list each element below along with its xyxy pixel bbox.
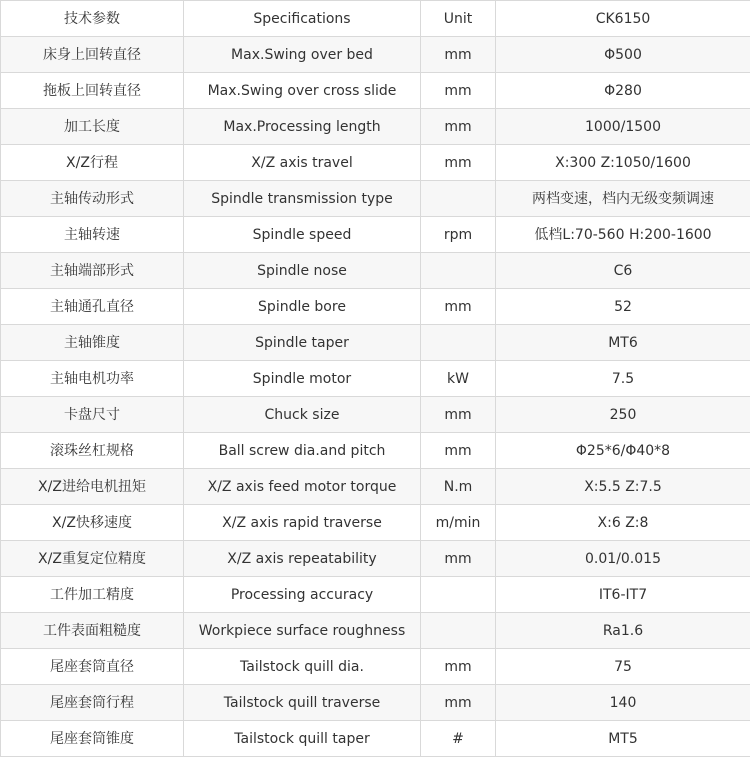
table-row xyxy=(1,613,750,649)
row-cn-cell: 主轴通孔直径 xyxy=(1,289,184,325)
table-row xyxy=(1,73,750,109)
row-unit-cell: mm xyxy=(421,685,496,721)
row-en-cell: Processing accuracy xyxy=(184,577,421,613)
row-value-cell: X:6 Z:8 xyxy=(496,505,750,541)
table-row xyxy=(1,253,750,289)
row-en-cell: Spindle speed xyxy=(184,217,421,253)
row-en-cell: X/Z axis rapid traverse xyxy=(184,505,421,541)
row-value-cell: 75 xyxy=(496,649,750,685)
header-unit-cell: Unit xyxy=(421,1,496,37)
row-value-cell: 250 xyxy=(496,397,750,433)
table-row xyxy=(1,469,750,505)
row-en-cell: Spindle transmission type xyxy=(184,181,421,217)
table-row xyxy=(1,145,750,181)
row-value-cell: 低档L:70-560 H:200-1600 xyxy=(496,217,750,253)
row-cn-cell: 主轴锥度 xyxy=(1,325,184,361)
row-cn-cell: X/Z行程 xyxy=(1,145,184,181)
row-en-cell: Spindle motor xyxy=(184,361,421,397)
row-value-cell: 1000/1500 xyxy=(496,109,750,145)
row-cn-cell: X/Z快移速度 xyxy=(1,505,184,541)
table-row xyxy=(1,37,750,73)
row-value-cell: IT6-IT7 xyxy=(496,577,750,613)
row-unit-cell: N.m xyxy=(421,469,496,505)
row-value-cell: MT5 xyxy=(496,721,750,757)
row-cn-cell: 滚珠丝杠规格 xyxy=(1,433,184,469)
row-value-cell: Φ280 xyxy=(496,73,750,109)
row-cn-cell: 主轴端部形式 xyxy=(1,253,184,289)
row-en-cell: Tailstock quill traverse xyxy=(184,685,421,721)
table-row xyxy=(1,685,750,721)
row-cn-cell: 尾座套筒行程 xyxy=(1,685,184,721)
row-unit-cell: m/min xyxy=(421,505,496,541)
row-en-cell: Spindle nose xyxy=(184,253,421,289)
table-row xyxy=(1,433,750,469)
row-unit-cell xyxy=(421,181,496,217)
row-value-cell: 7.5 xyxy=(496,361,750,397)
row-en-cell: X/Z axis feed motor torque xyxy=(184,469,421,505)
header-en-cell: Specifications xyxy=(184,1,421,37)
row-en-cell: Max.Swing over bed xyxy=(184,37,421,73)
row-value-cell: X:300 Z:1050/1600 xyxy=(496,145,750,181)
table-row xyxy=(1,325,750,361)
row-value-cell: 140 xyxy=(496,685,750,721)
row-unit-cell xyxy=(421,613,496,649)
row-cn-cell: 加工长度 xyxy=(1,109,184,145)
table-row xyxy=(1,289,750,325)
table-row xyxy=(1,541,750,577)
specifications-table-body xyxy=(1,1,750,757)
row-unit-cell: mm xyxy=(421,433,496,469)
row-unit-cell: # xyxy=(421,721,496,757)
row-cn-cell: 主轴转速 xyxy=(1,217,184,253)
row-en-cell: Chuck size xyxy=(184,397,421,433)
row-en-cell: Max.Swing over cross slide xyxy=(184,73,421,109)
row-unit-cell: mm xyxy=(421,73,496,109)
row-value-cell: Φ500 xyxy=(496,37,750,73)
row-cn-cell: 尾座套筒锥度 xyxy=(1,721,184,757)
row-unit-cell xyxy=(421,577,496,613)
table-row xyxy=(1,397,750,433)
row-en-cell: Tailstock quill taper xyxy=(184,721,421,757)
row-value-cell: C6 xyxy=(496,253,750,289)
row-unit-cell xyxy=(421,325,496,361)
row-value-cell: X:5.5 Z:7.5 xyxy=(496,469,750,505)
table-row xyxy=(1,181,750,217)
row-unit-cell: mm xyxy=(421,37,496,73)
row-value-cell: 52 xyxy=(496,289,750,325)
row-cn-cell: 卡盘尺寸 xyxy=(1,397,184,433)
row-unit-cell: mm xyxy=(421,649,496,685)
row-en-cell: X/Z axis repeatability xyxy=(184,541,421,577)
table-row xyxy=(1,649,750,685)
row-en-cell: Ball screw dia.and pitch xyxy=(184,433,421,469)
row-en-cell: Workpiece surface roughness xyxy=(184,613,421,649)
table-row xyxy=(1,577,750,613)
row-unit-cell: kW xyxy=(421,361,496,397)
header-value-cell: CK6150 xyxy=(496,1,750,37)
row-en-cell: Tailstock quill dia. xyxy=(184,649,421,685)
row-en-cell: X/Z axis travel xyxy=(184,145,421,181)
row-cn-cell: X/Z进给电机扭矩 xyxy=(1,469,184,505)
row-unit-cell xyxy=(421,253,496,289)
row-unit-cell: rpm xyxy=(421,217,496,253)
table-row xyxy=(1,109,750,145)
table-row xyxy=(1,721,750,757)
row-value-cell: Ra1.6 xyxy=(496,613,750,649)
row-unit-cell: mm xyxy=(421,289,496,325)
row-cn-cell: 尾座套筒直径 xyxy=(1,649,184,685)
row-cn-cell: X/Z重复定位精度 xyxy=(1,541,184,577)
row-unit-cell: mm xyxy=(421,109,496,145)
table-row xyxy=(1,361,750,397)
row-cn-cell: 主轴传动形式 xyxy=(1,181,184,217)
table-header-row xyxy=(1,1,750,37)
row-unit-cell: mm xyxy=(421,541,496,577)
row-cn-cell: 工件加工精度 xyxy=(1,577,184,613)
row-value-cell: 两档变速，档内无级变频调速 xyxy=(496,181,750,217)
row-cn-cell: 拖板上回转直径 xyxy=(1,73,184,109)
table-row xyxy=(1,217,750,253)
row-value-cell: 0.01/0.015 xyxy=(496,541,750,577)
row-cn-cell: 工件表面粗糙度 xyxy=(1,613,184,649)
row-value-cell: MT6 xyxy=(496,325,750,361)
row-en-cell: Max.Processing length xyxy=(184,109,421,145)
row-unit-cell: mm xyxy=(421,145,496,181)
row-cn-cell: 床身上回转直径 xyxy=(1,37,184,73)
row-value-cell: Φ25*6/Φ40*8 xyxy=(496,433,750,469)
row-en-cell: Spindle taper xyxy=(184,325,421,361)
table-row xyxy=(1,505,750,541)
row-en-cell: Spindle bore xyxy=(184,289,421,325)
row-unit-cell: mm xyxy=(421,397,496,433)
header-cn-cell: 技术参数 xyxy=(1,1,184,37)
row-cn-cell: 主轴电机功率 xyxy=(1,361,184,397)
